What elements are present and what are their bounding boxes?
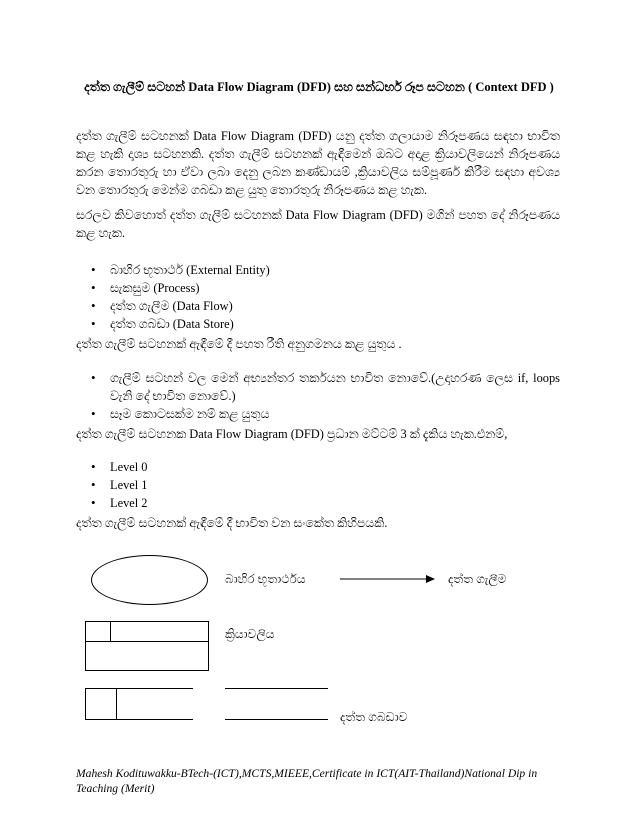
process-divider	[85, 641, 209, 642]
levels-paragraph: දත්ත ගැලීම් සටහනක Data Flow Diagram (DFD) ප්‍රධාන මට්ටම් 3 ක් දැකිය හැක.එනම්,	[76, 427, 508, 441]
page-footer: Mahesh Kodituwakku-BTech-(ICT),MCTS,MIEEE,Certificate in ICT(AIT-Thailand)National Dip in Teaching (Merit)	[76, 767, 538, 795]
list-item: • Level 2	[76, 494, 560, 512]
data-store-alt-top-line	[225, 688, 328, 689]
list-item: • සැකසුම (Process)	[76, 279, 560, 297]
list-item: • Level 1	[76, 476, 560, 494]
external-entity-label: බාහිර භූතාර්ථය	[225, 572, 306, 586]
components-list	[76, 261, 560, 333]
list-item: • Level 0	[76, 458, 560, 476]
page-title: දත්ත ගැලීම් සටහන් Data Flow Diagram (DFD) සහ සන්ධර්භ රූප සටහන ( Context DFD )	[84, 80, 554, 94]
process-id-divider	[110, 621, 111, 641]
list-item: • බාහිර භූතාර්ථ (External Entity)	[76, 261, 560, 279]
data-store-id-divider	[116, 688, 117, 719]
data-store-bottom-line	[85, 719, 193, 720]
list-item: • දත්ත ගැලීම (Data Flow)	[76, 297, 560, 315]
rules-paragraph: දත්ත ගැලීම් සටහනක් ඇඳීමේ දී පහත රීති අනුගමනය කළ යුතුය .	[76, 337, 402, 351]
data-store-top-line	[85, 688, 193, 689]
process-label: ක්‍රියාවලිය	[225, 627, 275, 641]
data-flow-label: දත්ත ගැලීම	[448, 572, 507, 586]
list-item: • සෑම කොටසක්ම නම් කළ යුතුය	[76, 405, 560, 423]
list-item: • ගැලීම් සටහන් වල මෙන් අභ්‍යන්තර තර්කයන භාවිත නොවේ.(උදාහරණ ලෙස if, loops වැනි දේ භාවිත නොවේ.)	[76, 369, 560, 405]
data-store-alt-bottom-line	[225, 719, 328, 720]
intro-paragraph: දත්ත ගැලීම් සටහනක් Data Flow Diagram (DFD) යනු දත්ත ගලායාම නිරූපණය සඳහා භාවිත කළ හැකි දෘශ්‍ය සටහනකි. දත්ත ගැලීම් සටහනක් ඇඳීමෙන් ඔබට අදාළ ක්‍රියාවලියෙන් නිරූපණය කරන තොරතුරු හා ඒවා ලබා දෙනු ලබන කණ්ඩායම් ,ක්‍රියාවලිය සම්පූර්ණ කිරීම සඳහා අවශ්‍ය වන තොරතුරු මෙන්ම ගබඩා කළ යුතු තොරතුරු නිරූපණය කළ හැක.	[76, 129, 560, 197]
rules-list	[76, 369, 560, 423]
summary-paragraph: සරලව කිවහොත් දත්ත ගැලීම් සටහනක් Data Flow Diagram (DFD) මගින් පහත දේ නිරූපණය කළ හැක.	[76, 208, 560, 240]
levels-list	[76, 458, 560, 512]
symbols-paragraph: දත්ත ගැලීම් සටහනක් ඇඳීමේ දී භාවිත වන සංකේත කිහිපයකි.	[76, 516, 388, 530]
data-store-left-edge	[85, 688, 86, 719]
external-entity-ellipse	[91, 555, 208, 605]
process-rectangle	[85, 621, 209, 671]
list-item: • දත්ත ගබඩා (Data Store)	[76, 315, 560, 333]
data-store-label: දත්ත ගබඩාව	[340, 710, 408, 724]
data-flow-arrow-icon	[340, 572, 436, 586]
